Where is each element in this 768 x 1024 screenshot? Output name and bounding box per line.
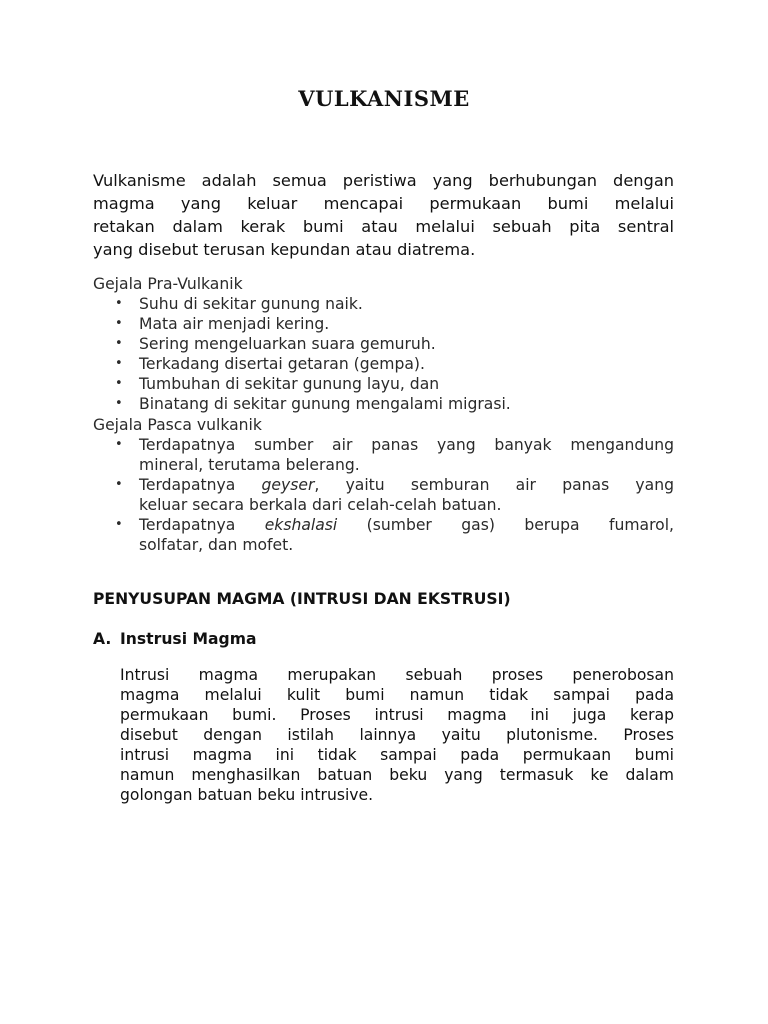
pra-vulkanik-section (93, 274, 674, 414)
pasca-vulkanik-heading: Gejala Pasca vulkanik (93, 416, 262, 434)
list-item: • Terdapatnya geyser, yaitu semburan air panas yang keluar secara berkala dari celah-celah batuan. (115, 476, 674, 514)
bullet-icon: • (115, 316, 123, 331)
pasca-vulkanik-section (93, 415, 674, 555)
intrusi-paragraph (120, 665, 674, 805)
paragraph-line: Intrusi magma merupakan sebuah proses penerobosan (120, 666, 674, 684)
paragraph-line: intrusi magma ini tidak sampai pada permukaan bumi (120, 746, 674, 764)
bullet-icon: • (115, 296, 123, 311)
bullet-icon: • (115, 396, 123, 411)
intro-line: yang disebut terusan kepundan atau diatrema. (93, 240, 476, 259)
term-geyser: geyser (261, 476, 315, 494)
pra-vulkanik-list (93, 294, 674, 414)
list-item: • Binatang di sekitar gunung mengalami migrasi. (115, 395, 511, 413)
list-item: • Terdapatnya ekshalasi (sumber gas) berupa fumarol, solfatar, dan mofet. (115, 516, 674, 554)
subsection-heading (93, 630, 256, 648)
intro-line: Vulkanisme adalah semua peristiwa yang berhubungan dengan (93, 171, 674, 190)
bullet-icon: • (115, 517, 123, 532)
intro-line: retakan dalam kerak bumi atau melalui sebuah pita sentral (93, 217, 674, 236)
paragraph-line: golongan batuan beku intrusive. (120, 786, 374, 804)
subsection-title: Instrusi Magma (120, 630, 257, 648)
list-item: • Mata air menjadi kering. (115, 315, 330, 333)
list-item: • Tumbuhan di sekitar gunung layu, dan (115, 375, 440, 393)
paragraph-line: permukaan bumi. Proses intrusi magma ini juga kerap (120, 706, 674, 724)
bullet-icon: • (115, 477, 123, 492)
list-item: • Terdapatnya sumber air panas yang banyak mengandung mineral, terutama belerang. (115, 436, 674, 474)
pasca-vulkanik-list (93, 435, 674, 555)
intro-paragraph (93, 169, 674, 261)
list-item: • Sering mengeluarkan suara gemuruh. (115, 335, 436, 353)
paragraph-line: disebut dengan istilah lainnya yaitu plutonisme. Proses (120, 726, 674, 744)
section-heading: PENYUSUPAN MAGMA (INTRUSI DAN EKSTRUSI) (93, 590, 511, 608)
paragraph-line: magma melalui kulit bumi namun tidak sampai pada (120, 686, 674, 704)
pra-vulkanik-heading: Gejala Pra-Vulkanik (93, 275, 243, 293)
bullet-icon: • (115, 336, 123, 351)
intro-line: magma yang keluar mencapai permukaan bumi melalui (93, 194, 674, 213)
paragraph-line: namun menghasilkan batuan beku yang termasuk ke dalam (120, 766, 674, 784)
bullet-icon: • (115, 437, 123, 452)
bullet-icon: • (115, 376, 123, 391)
subsection-number: A. (93, 630, 112, 648)
bullet-icon: • (115, 356, 123, 371)
list-item: • Terkadang disertai getaran (gempa). (115, 355, 425, 373)
document-title: VULKANISME (298, 86, 470, 111)
list-item: • Suhu di sekitar gunung naik. (115, 295, 363, 313)
term-ekshalasi: ekshalasi (264, 516, 338, 534)
